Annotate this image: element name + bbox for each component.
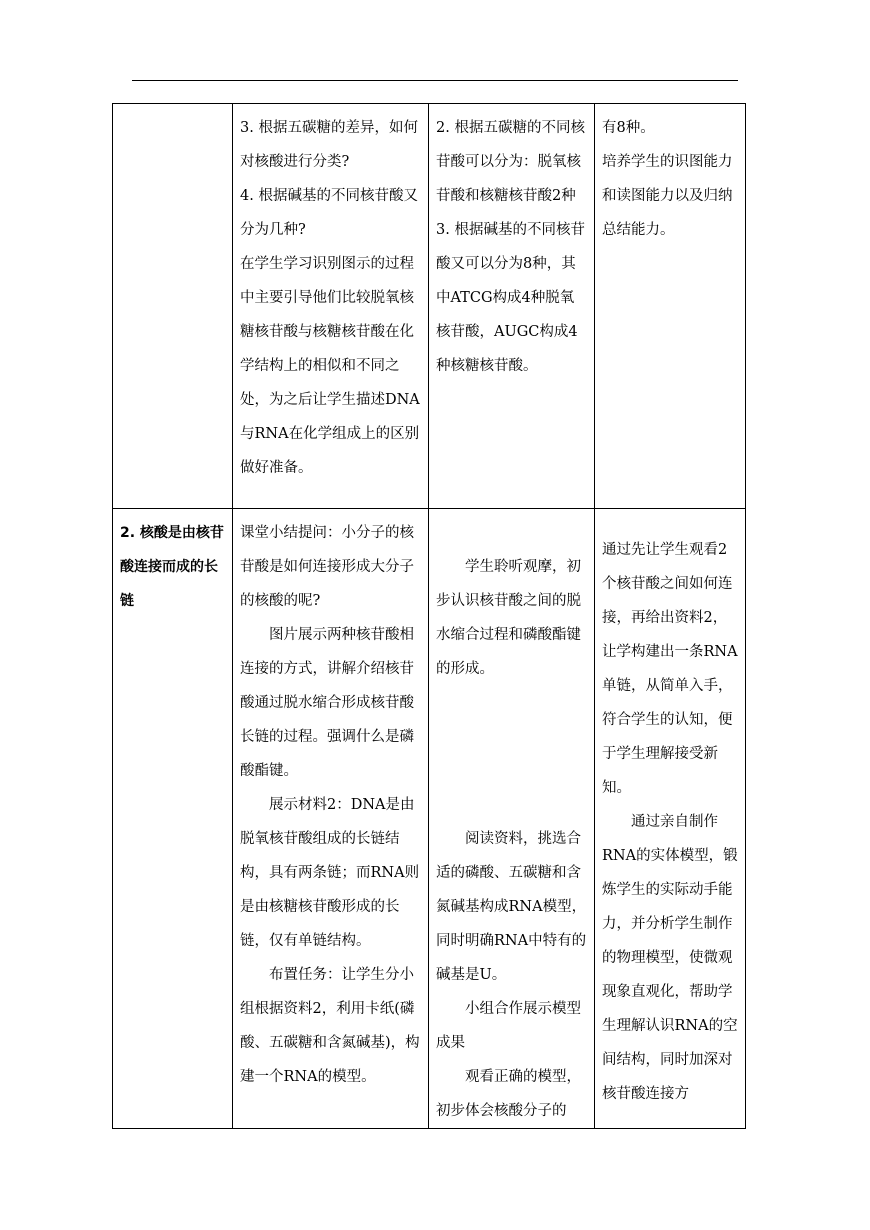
intent-model: 通过亲自制作RNA的实体模型，锻炼学生的实际动手能力，并分析学生制作的物理模型，使微观现象直观化，帮助学生理解认识RNA的空间结构，同时加深对核苷酸连接方 xyxy=(602,814,738,1102)
question-4: 4. 根据碱基的不同核苷酸又分为几种? xyxy=(240,188,418,238)
header-rule xyxy=(132,80,738,81)
stage-cell xyxy=(113,104,233,509)
student-view: 观看正确的模型，初步体会核酸分子的 xyxy=(436,1069,581,1119)
answer-2: 2. 根据五碳糖的不同核苷酸可以分为：脱氧核苷酸和核糖核苷酸2种 xyxy=(436,120,585,204)
stage-title: 2. 核酸是由核苷酸连接而成的长链 xyxy=(120,525,224,609)
intent-connect: 通过先让学生观看2个核苷酸之间如何连接，再给出资料2，让学构建出一条RNA单链，从简单入手，符合学生的认知，便于学生理解接受新知。 xyxy=(602,542,738,796)
student-activity-cell xyxy=(429,104,595,509)
table-row xyxy=(113,509,746,1129)
summary-question: 课堂小结提问：小分子的核苷酸是如何连接形成大分子的核酸的呢? xyxy=(240,525,414,609)
task-assignment: 布置任务：让学生分小组根据资料2，利用卡纸(磷酸、五碳糖和含氮碱基)，构建一个RNA的模型。 xyxy=(240,967,420,1085)
intent-continuation: 有8种。 xyxy=(602,120,655,136)
intent-text: 培养学生的识图能力和读图能力以及归纳总结能力。 xyxy=(602,154,733,238)
teacher-activity-cell xyxy=(233,104,429,509)
lesson-plan-table xyxy=(112,103,746,1129)
stage-cell xyxy=(113,509,233,1129)
material-2: 展示材料2：DNA是由脱氧核苷酸组成的长链结构，具有两条链；而RNA则是由核糖核苷酸形成的长链，仅有单链结构。 xyxy=(240,797,420,949)
guidance-text: 在学生学习识别图示的过程中主要引导他们比较脱氧核糖核苷酸与核糖核苷酸在化学结构上的相似和不同之处，为之后让学生描述DNA与RNA在化学组成上的区别做好准备。 xyxy=(240,256,420,476)
student-read: 阅读资料，挑选合适的磷酸、五碳糖和含氮碱基构成RNA模型，同时明确RNA中特有的碱基是U。 xyxy=(436,831,587,983)
student-activity-cell xyxy=(429,509,595,1129)
image-explanation: 图片展示两种核苷酸相连接的方式，讲解介绍核苷酸通过脱水缩合形成核苷酸长链的过程。强调什么是磷酸酯键。 xyxy=(240,627,414,779)
design-intent-cell xyxy=(595,104,746,509)
teacher-activity-cell xyxy=(233,509,429,1129)
table-row xyxy=(113,104,746,509)
student-present: 小组合作展示模型成果 xyxy=(436,1001,581,1051)
answer-3: 3. 根据碱基的不同核苷酸又可以分为8种，其中ATCG构成4种脱氧核苷酸，AUGC构成4种核糖核苷酸。 xyxy=(436,222,585,374)
design-intent-cell xyxy=(595,509,746,1129)
question-3: 3. 根据五碳糖的差异，如何对核酸进行分类? xyxy=(240,120,418,170)
student-observe: 学生聆听观摩，初步认识核苷酸之间的脱水缩合过程和磷酸酯键的形成。 xyxy=(436,559,581,677)
